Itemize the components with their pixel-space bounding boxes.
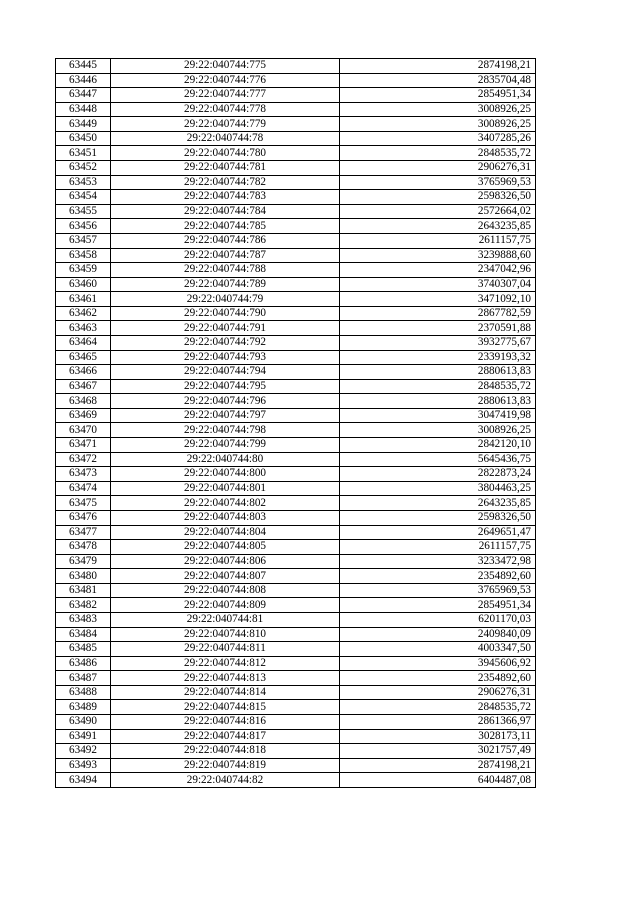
cadastral-value-cell: 4003347,50 [340,642,536,657]
cadastral-number-cell: 29:22:040744:785 [111,219,340,234]
cadastral-number-cell: 29:22:040744:794 [111,365,340,380]
row-number-cell: 63467 [56,379,111,394]
row-number-cell: 63454 [56,190,111,205]
cadastral-value-cell: 3233472,98 [340,554,536,569]
cadastral-number-cell: 29:22:040744:792 [111,335,340,350]
table-row [56,744,536,759]
cadastral-value-cell: 2347042,96 [340,263,536,278]
table-row [56,146,536,161]
cadastral-number-cell: 29:22:040744:817 [111,729,340,744]
cadastral-number-cell: 29:22:040744:810 [111,627,340,642]
cadastral-number-cell: 29:22:040744:797 [111,408,340,423]
table-row [56,715,536,730]
cadastral-number-cell: 29:22:040744:784 [111,204,340,219]
table-row [56,379,536,394]
cadastral-value-cell: 2874198,21 [340,758,536,773]
table-row [56,598,536,613]
table-row [56,394,536,409]
row-number-cell: 63448 [56,102,111,117]
table-row [56,161,536,176]
row-number-cell: 63480 [56,569,111,584]
cadastral-value-cell: 2354892,60 [340,671,536,686]
row-number-cell: 63478 [56,540,111,555]
cadastral-value-cell: 3047419,98 [340,408,536,423]
cadastral-number-cell: 29:22:040744:793 [111,350,340,365]
table-row [56,88,536,103]
cadastral-value-cell: 3407285,26 [340,131,536,146]
row-number-cell: 63483 [56,612,111,627]
row-number-cell: 63465 [56,350,111,365]
cadastral-value-cell: 3740307,04 [340,277,536,292]
table-row [56,59,536,74]
table-row [56,365,536,380]
row-number-cell: 63485 [56,642,111,657]
cadastral-number-cell: 29:22:040744:801 [111,481,340,496]
cadastral-value-cell: 2880613,83 [340,394,536,409]
cadastral-value-cell: 3028173,11 [340,729,536,744]
cadastral-number-cell: 29:22:040744:78 [111,131,340,146]
table-row [56,569,536,584]
row-number-cell: 63481 [56,583,111,598]
table-row [56,350,536,365]
table-row [56,248,536,263]
cadastral-value-cell: 2842120,10 [340,438,536,453]
table-row [56,452,536,467]
row-number-cell: 63479 [56,554,111,569]
cadastral-value-cell: 2611157,75 [340,233,536,248]
cadastral-value-cell: 3239888,60 [340,248,536,263]
cadastral-value-cell: 3765969,53 [340,583,536,598]
table-row [56,481,536,496]
table-row [56,496,536,511]
cadastral-value-cell: 3008926,25 [340,102,536,117]
row-number-cell: 63471 [56,438,111,453]
cadastral-number-cell: 29:22:040744:795 [111,379,340,394]
row-number-cell: 63489 [56,700,111,715]
table-row [56,175,536,190]
cadastral-value-cell: 2906276,31 [340,685,536,700]
cadastral-value-cell: 2867782,59 [340,306,536,321]
row-number-cell: 63482 [56,598,111,613]
cadastral-value-cell: 2848535,72 [340,379,536,394]
table-row [56,423,536,438]
row-number-cell: 63453 [56,175,111,190]
table-row [56,263,536,278]
row-number-cell: 63463 [56,321,111,336]
row-number-cell: 63486 [56,656,111,671]
row-number-cell: 63464 [56,335,111,350]
cadastral-number-cell: 29:22:040744:803 [111,510,340,525]
cadastral-value-cell: 2861366,97 [340,715,536,730]
cadastral-number-cell: 29:22:040744:782 [111,175,340,190]
cadastral-value-cell: 2906276,31 [340,161,536,176]
cadastral-number-cell: 29:22:040744:783 [111,190,340,205]
cadastral-number-cell: 29:22:040744:796 [111,394,340,409]
table-row [56,102,536,117]
cadastral-value-cell: 6201170,03 [340,612,536,627]
table-row [56,656,536,671]
table-row [56,642,536,657]
cadastral-number-cell: 29:22:040744:816 [111,715,340,730]
table-row [56,612,536,627]
row-number-cell: 63451 [56,146,111,161]
cadastral-number-cell: 29:22:040744:811 [111,642,340,657]
cadastral-number-cell: 29:22:040744:819 [111,758,340,773]
table-row [56,335,536,350]
row-number-cell: 63466 [56,365,111,380]
cadastral-number-cell: 29:22:040744:798 [111,423,340,438]
row-number-cell: 63447 [56,88,111,103]
row-number-cell: 63475 [56,496,111,511]
table-row [56,540,536,555]
cadastral-number-cell: 29:22:040744:791 [111,321,340,336]
table-row [56,233,536,248]
cadastral-value-cell: 2848535,72 [340,700,536,715]
row-number-cell: 63446 [56,73,111,88]
cadastral-value-cell: 2854951,34 [340,88,536,103]
cadastral-value-cell: 3932775,67 [340,335,536,350]
row-number-cell: 63487 [56,671,111,686]
row-number-cell: 63468 [56,394,111,409]
row-number-cell: 63449 [56,117,111,132]
row-number-cell: 63493 [56,758,111,773]
cadastral-value-cell: 2409840,09 [340,627,536,642]
row-number-cell: 63494 [56,773,111,788]
cadastral-value-cell: 2598326,50 [340,190,536,205]
table-row [56,321,536,336]
cadastral-number-cell: 29:22:040744:804 [111,525,340,540]
cadastral-value-cell: 2572664,02 [340,204,536,219]
row-number-cell: 63477 [56,525,111,540]
cadastral-value-cell: 2835704,48 [340,73,536,88]
table-row [56,554,536,569]
table-row [56,525,536,540]
table-row [56,671,536,686]
row-number-cell: 63488 [56,685,111,700]
row-number-cell: 63470 [56,423,111,438]
row-number-cell: 63474 [56,481,111,496]
row-number-cell: 63459 [56,263,111,278]
row-number-cell: 63473 [56,467,111,482]
row-number-cell: 63452 [56,161,111,176]
cadastral-value-cell: 2370591,88 [340,321,536,336]
cadastral-value-cell: 3765969,53 [340,175,536,190]
cadastral-value-cell: 5645436,75 [340,452,536,467]
cadastral-value-cell: 2822873,24 [340,467,536,482]
cadastral-number-cell: 29:22:040744:805 [111,540,340,555]
table-row [56,292,536,307]
row-number-cell: 63492 [56,744,111,759]
row-number-cell: 63462 [56,306,111,321]
row-number-cell: 63491 [56,729,111,744]
row-number-cell: 63460 [56,277,111,292]
cadastral-value-cell: 3471092,10 [340,292,536,307]
row-number-cell: 63484 [56,627,111,642]
table-row [56,685,536,700]
table-row [56,729,536,744]
cadastral-value-cell: 6404487,08 [340,773,536,788]
table-row [56,306,536,321]
cadastral-value-cell: 2643235,85 [340,496,536,511]
document-page [55,58,536,788]
cadastral-value-cell: 2649651,47 [340,525,536,540]
cadastral-value-cell: 2848535,72 [340,146,536,161]
row-number-cell: 63450 [56,131,111,146]
cadastral-number-cell: 29:22:040744:808 [111,583,340,598]
cadastral-number-cell: 29:22:040744:787 [111,248,340,263]
table-row [56,758,536,773]
cadastral-value-table [55,58,536,788]
cadastral-number-cell: 29:22:040744:814 [111,685,340,700]
cadastral-number-cell: 29:22:040744:813 [111,671,340,686]
cadastral-number-cell: 29:22:040744:788 [111,263,340,278]
cadastral-number-cell: 29:22:040744:779 [111,117,340,132]
table-row [56,583,536,598]
table-row [56,773,536,788]
table-row [56,117,536,132]
cadastral-value-cell: 2354892,60 [340,569,536,584]
cadastral-number-cell: 29:22:040744:79 [111,292,340,307]
cadastral-value-cell: 2643235,85 [340,219,536,234]
cadastral-value-cell: 2874198,21 [340,59,536,74]
cadastral-number-cell: 29:22:040744:780 [111,146,340,161]
cadastral-number-cell: 29:22:040744:786 [111,233,340,248]
cadastral-value-cell: 2880613,83 [340,365,536,380]
cadastral-number-cell: 29:22:040744:781 [111,161,340,176]
cadastral-value-cell: 2611157,75 [340,540,536,555]
table-body [56,59,536,788]
cadastral-value-cell: 2339193,32 [340,350,536,365]
table-row [56,204,536,219]
cadastral-number-cell: 29:22:040744:777 [111,88,340,103]
cadastral-value-cell: 3008926,25 [340,423,536,438]
cadastral-value-cell: 3945606,92 [340,656,536,671]
table-row [56,700,536,715]
cadastral-value-cell: 3021757,49 [340,744,536,759]
row-number-cell: 63461 [56,292,111,307]
cadastral-number-cell: 29:22:040744:778 [111,102,340,117]
cadastral-number-cell: 29:22:040744:809 [111,598,340,613]
cadastral-value-cell: 2598326,50 [340,510,536,525]
table-row [56,438,536,453]
row-number-cell: 63457 [56,233,111,248]
table-row [56,190,536,205]
cadastral-number-cell: 29:22:040744:818 [111,744,340,759]
cadastral-number-cell: 29:22:040744:775 [111,59,340,74]
table-row [56,627,536,642]
cadastral-number-cell: 29:22:040744:802 [111,496,340,511]
cadastral-number-cell: 29:22:040744:806 [111,554,340,569]
row-number-cell: 63458 [56,248,111,263]
table-row [56,467,536,482]
row-number-cell: 63469 [56,408,111,423]
cadastral-number-cell: 29:22:040744:807 [111,569,340,584]
row-number-cell: 63445 [56,59,111,74]
cadastral-number-cell: 29:22:040744:812 [111,656,340,671]
cadastral-number-cell: 29:22:040744:790 [111,306,340,321]
table-row [56,408,536,423]
cadastral-number-cell: 29:22:040744:82 [111,773,340,788]
cadastral-value-cell: 2854951,34 [340,598,536,613]
table-row [56,73,536,88]
cadastral-number-cell: 29:22:040744:776 [111,73,340,88]
cadastral-number-cell: 29:22:040744:815 [111,700,340,715]
cadastral-number-cell: 29:22:040744:81 [111,612,340,627]
cadastral-number-cell: 29:22:040744:80 [111,452,340,467]
row-number-cell: 63490 [56,715,111,730]
row-number-cell: 63476 [56,510,111,525]
cadastral-value-cell: 3008926,25 [340,117,536,132]
cadastral-number-cell: 29:22:040744:800 [111,467,340,482]
table-row [56,131,536,146]
row-number-cell: 63456 [56,219,111,234]
cadastral-value-cell: 3804463,25 [340,481,536,496]
row-number-cell: 63455 [56,204,111,219]
cadastral-number-cell: 29:22:040744:799 [111,438,340,453]
cadastral-number-cell: 29:22:040744:789 [111,277,340,292]
table-row [56,277,536,292]
table-row [56,510,536,525]
table-row [56,219,536,234]
row-number-cell: 63472 [56,452,111,467]
